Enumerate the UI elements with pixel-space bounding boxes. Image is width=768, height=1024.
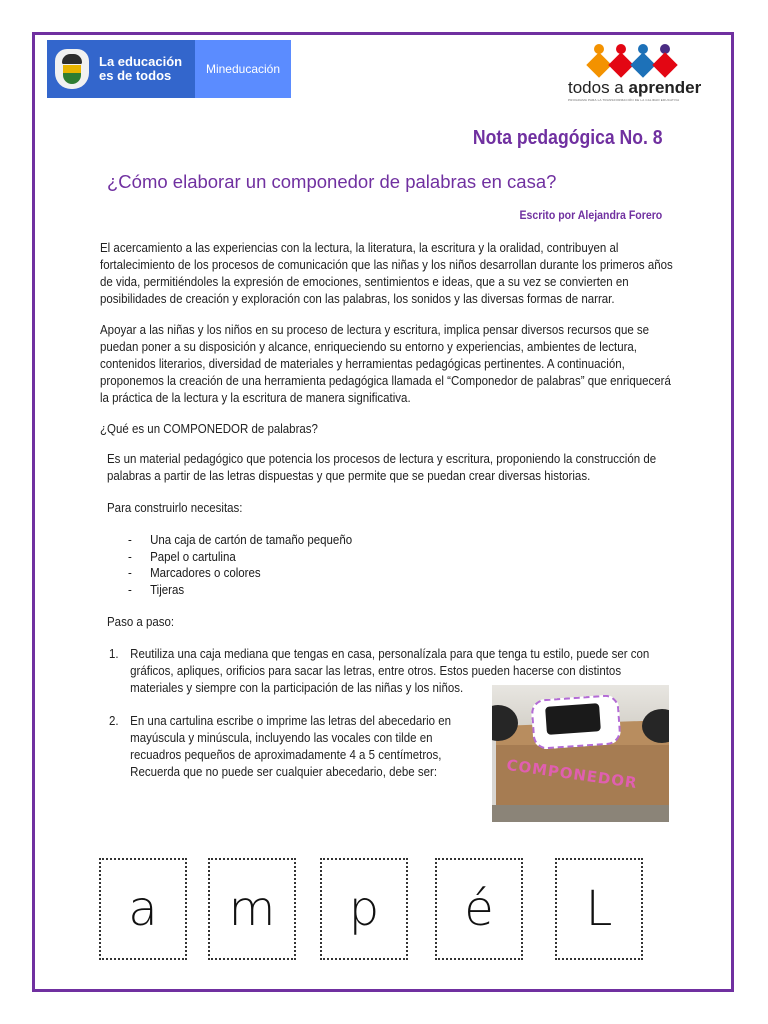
letter-card: p — [320, 858, 408, 960]
list-item-text: Papel o cartulina — [150, 549, 236, 564]
text-line: Es un material pedagógico que potencia los procesos de lectura y escritura, proponiendo la construcción de — [107, 452, 657, 466]
program-word-a: todos a — [568, 78, 629, 97]
photo-box-label: COMPONEDOR — [505, 755, 639, 793]
gov-banner-left — [47, 40, 195, 98]
definition-paragraph — [107, 451, 668, 485]
letter-card: a — [99, 858, 187, 960]
document-question-heading: ¿Cómo elaborar un componedor de palabras en casa? — [107, 171, 557, 192]
gov-slogan — [99, 55, 182, 83]
page-title: Nota pedagógica No. 8 — [473, 127, 663, 149]
support-paragraph — [100, 322, 670, 407]
text-line: fortalecimiento de los procesos de comunicación que las niñas y los niños desarrollan durante los primeros años — [100, 258, 673, 272]
text-line: proponemos la creación de una herramienta pedagógica llamada el “Componedor de palabras” que enriquecerá — [100, 374, 671, 388]
list-item-text: Marcadores o colores — [150, 566, 261, 580]
list-item: - Tijeras — [128, 582, 185, 597]
step-number: 1. — [109, 647, 119, 661]
text-line: palabras a partir de las letras dispuestas y que permite que se puedan crear diversas historias. — [107, 469, 591, 483]
needs-heading: Para construirlo necesitas: — [107, 501, 243, 515]
intro-paragraph — [100, 240, 673, 308]
text-line: posibilidades de creación y exploración con las palabras, los sonidos y las diversas formas de narrar. — [100, 292, 615, 306]
materials-list — [128, 532, 352, 598]
text-line: En una cartulina escribe o imprime las letras del abecedario en — [130, 714, 452, 728]
ministry-panel — [195, 40, 291, 98]
text-line: mayúscula y minúscula, incluyendo las vocales con tilde en — [130, 731, 433, 745]
list-item: - Una caja de cartón de tamaño pequeño — [128, 533, 353, 547]
list-item-text: Tijeras — [150, 582, 185, 597]
text-line: El acercamiento a las experiencias con la lectura, la literatura, la escritura y la oralidad, contribuyen al — [100, 241, 619, 255]
step-2 — [109, 713, 451, 781]
letter-card: m — [208, 858, 296, 960]
text-line: la práctica de la lectura y la escritura de manera significativa. — [100, 391, 411, 405]
program-wordmark — [568, 78, 701, 98]
list-item: - Marcadores o colores — [128, 566, 261, 580]
step-number: 2. — [109, 714, 119, 728]
program-tagline: PROGRAMA PARA LA TRANSFORMACIÓN DE LA CALIDAD EDUCATIVA — [568, 98, 680, 102]
letter-card: é — [435, 858, 523, 960]
people-figures-icon — [590, 44, 680, 76]
text-line: recuadros pequeños de aproximadamente 4 a 5 centímetros, — [130, 748, 442, 762]
text-line: Apoyar a las niñas y los niños en su proceso de lectura y escritura, implica pensar diversos recursos que se — [100, 323, 650, 337]
author-line: Escrito por Alejandra Forero — [519, 208, 662, 222]
text-line: materiales y siempre con la participación de las niñas y los niños. — [130, 681, 464, 695]
componedor-box-photo — [492, 685, 669, 822]
gov-slogan-line1: La educación — [99, 54, 183, 69]
text-line: puedan poner a su disposición y alcance, enriqueciendo su entorno y experiencias, ambientes de lectura, — [100, 340, 638, 354]
coat-of-arms-icon — [55, 49, 89, 89]
gov-slogan-line2: es de todos — [99, 68, 172, 83]
text-line: Recuerda que no puede ser cualquier abecedario, debe ser: — [130, 765, 438, 779]
gov-banner — [47, 40, 291, 98]
text-line: gráficos, apliques, orificios para sacar las letras, entre otros. Estos pueden hacerse con distintos — [130, 664, 622, 678]
list-item-text: Una caja de cartón de tamaño pequeño — [150, 533, 353, 547]
list-item: - Papel o cartulina — [128, 549, 236, 564]
ministry-name: Mineducación — [205, 62, 281, 76]
text-line: contenidos literarios, diversidad de materiales y herramientas pedagógicas pertinentes. A continuación, — [100, 357, 625, 371]
letter-card: L — [555, 858, 643, 960]
text-line: Reutiliza una caja mediana que tengas en casa, personalízala para que tenga tu estilo, puede ser con — [130, 647, 650, 661]
text-line: de vida, permitiéndoles la expresión de emociones, sentimientos e ideas, que a su vez se convierten en — [100, 275, 629, 289]
steps-heading: Paso a paso: — [107, 615, 175, 629]
program-word-b: aprender — [628, 78, 702, 97]
subheading: ¿Qué es un COMPONEDOR de palabras? — [100, 422, 318, 436]
program-logo — [560, 38, 708, 104]
